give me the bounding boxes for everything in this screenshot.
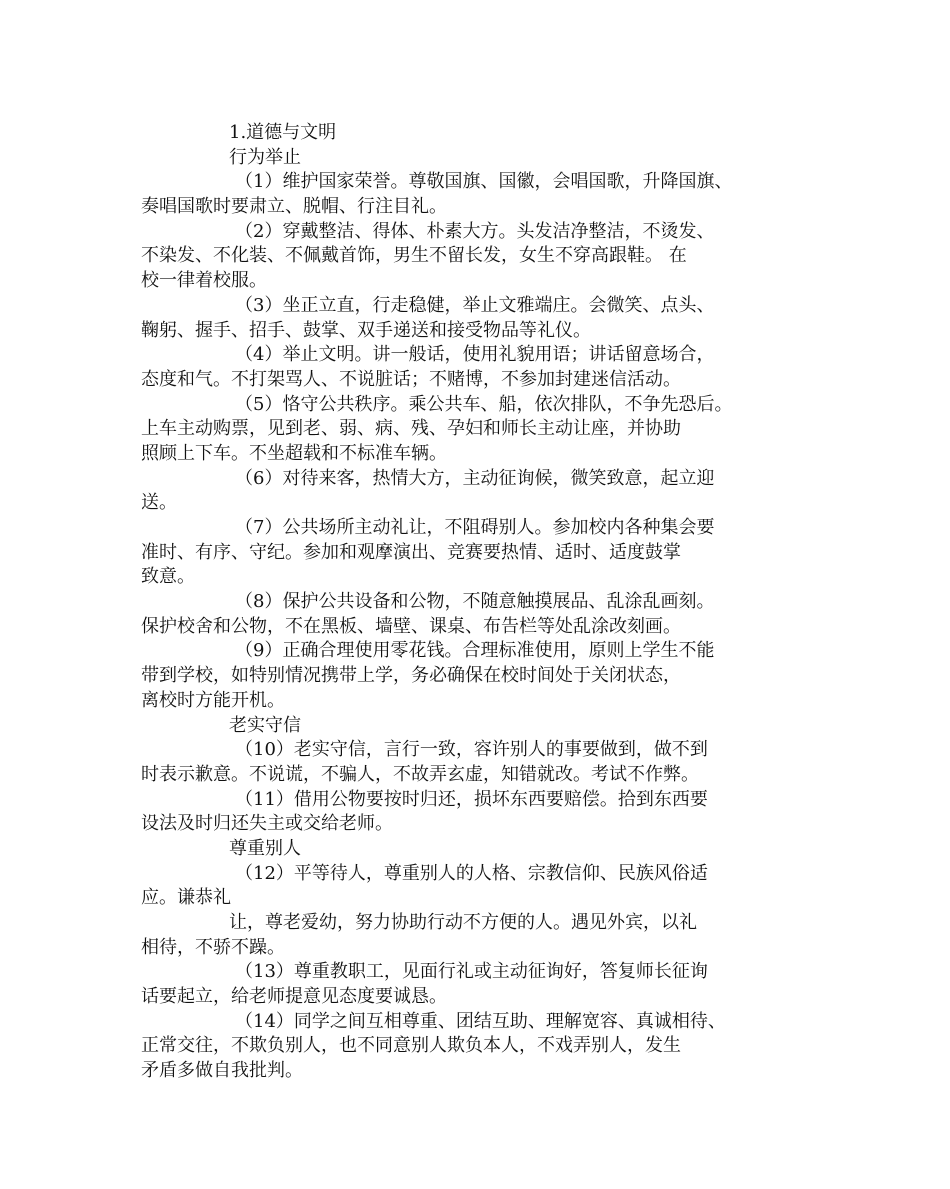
section-heading: 行为举止 <box>229 146 301 168</box>
paragraph-line: 送。 <box>141 492 177 514</box>
paragraph-line: 不染发、不化装、不佩戴首饰，男生不留长发，女生不穿高跟鞋。 在 <box>141 245 687 267</box>
paragraph-line: （1）维护国家荣誉。尊敬国旗、国徽，会唱国歌，升降国旗、 <box>235 171 733 193</box>
paragraph <box>141 516 821 590</box>
paragraph-line: 应。谦恭礼 <box>141 887 231 909</box>
paragraph <box>141 862 821 911</box>
section-heading: 老实守信 <box>229 714 301 736</box>
paragraph-line: （7）公共场所主动礼让，不阻碍别人。参加校内各种集会要 <box>235 517 715 538</box>
paragraph-line: （10）老实守信，言行一致，容许别人的事要做到，做不到 <box>235 739 708 761</box>
paragraph-line: （8）保护公共设备和公物，不随意触摸展品、乱涂乱画刻。 <box>235 591 715 613</box>
paragraph-line: 话要起立，给老师提意见态度要诚恳。 <box>141 986 447 1008</box>
paragraph-line: （11）借用公物要按时归还，损坏东西要赔偿。拾到东西要 <box>235 788 708 810</box>
paragraph-line: （5）恪守公共秩序。乘公共车、船，依次排队，不争先恐后。 <box>235 393 733 415</box>
paragraph-line: （2）穿戴整洁、得体、朴素大方。头发洁净整洁，不烫发、 <box>235 220 715 242</box>
document-title: 1.道德与文明 <box>229 122 337 143</box>
paragraph-line: （3）坐正立直，行走稳健，举止文雅端庄。会微笑、点头、 <box>235 294 715 316</box>
paragraph <box>141 960 821 1009</box>
paragraph <box>141 294 821 343</box>
paragraph-line: 鞠躬、握手、招手、鼓掌、双手递送和接受物品等礼仪。 <box>141 319 591 341</box>
paragraph-line: （13）尊重教职工，见面行礼或主动征询好，答复师长征询 <box>235 961 708 983</box>
paragraph-line: （4）举止文明。讲一般话，使用礼貌用语；讲话留意场合， <box>235 344 715 366</box>
paragraph <box>141 788 821 837</box>
paragraph <box>141 590 821 639</box>
paragraph-line: 态度和气。不打架骂人、不说脏话；不赌博，不参加封建迷信活动。 <box>141 368 681 390</box>
paragraph-line: 上车主动购票，见到老、弱、病、残、孕妇和师长主动让座，并协助 <box>141 418 681 440</box>
document-body <box>141 121 821 1084</box>
paragraph <box>141 170 821 219</box>
paragraph <box>141 738 821 787</box>
paragraph-line: 正常交往，不欺负别人，也不同意别人欺负本人，不戏弄别人，发生 <box>141 1035 681 1057</box>
paragraph-line: 照顾上下车。不坐超载和不标准车辆。 <box>141 442 447 464</box>
paragraph-line: （6）对待来客，热情大方，主动征询候，微笑致意，起立迎 <box>235 467 715 489</box>
section-heading: 尊重别人 <box>229 837 301 859</box>
paragraph <box>141 467 821 516</box>
paragraph-line: 带到学校，如特别情况携带上学，务必确保在校时间处于关闭状态， <box>141 665 681 687</box>
paragraph-line: 奏唱国歌时要肃立、脱帽、行注目礼。 <box>141 196 447 218</box>
paragraph-line: （9）正确合理使用零花钱。合理标准使用，原则上学生不能 <box>235 640 715 662</box>
paragraph <box>141 639 821 713</box>
paragraph <box>141 911 821 960</box>
paragraph <box>141 343 821 392</box>
paragraph-line: 致意。 <box>141 566 195 588</box>
paragraph-line: 准时、有序、守纪。参加和观摩演出、竞赛要热情、适时、适度鼓掌 <box>141 541 681 563</box>
paragraph <box>141 393 821 467</box>
paragraph-line: 校一律着校服。 <box>141 270 267 292</box>
paragraph-line: 离校时方能开机。 <box>141 689 285 711</box>
paragraph-line: 让，尊老爱幼，努力协助行动不方便的人。遇见外宾，以礼 <box>229 912 697 933</box>
paragraph-line: 相待，不骄不躁。 <box>141 936 285 958</box>
paragraph-line: 时表示歉意。不说谎，不骗人，不故弄玄虚，知错就改。考试不作弊。 <box>141 763 699 785</box>
paragraph-line: 保护校舍和公物，不在黑板、墙壁、课桌、布告栏等处乱涂改刻画。 <box>141 615 681 637</box>
paragraph <box>141 1010 821 1084</box>
paragraph-line: 矛盾多做自我批判。 <box>141 1060 303 1082</box>
paragraph-line: 设法及时归还失主或交给老师。 <box>141 813 393 835</box>
paragraph-line: （14）同学之间互相尊重、团结互助、理解宽容、真诚相待、 <box>235 1010 726 1032</box>
paragraph-line: （12）平等待人，尊重别人的人格、宗教信仰、民族风俗适 <box>235 862 708 884</box>
paragraph <box>141 220 821 294</box>
